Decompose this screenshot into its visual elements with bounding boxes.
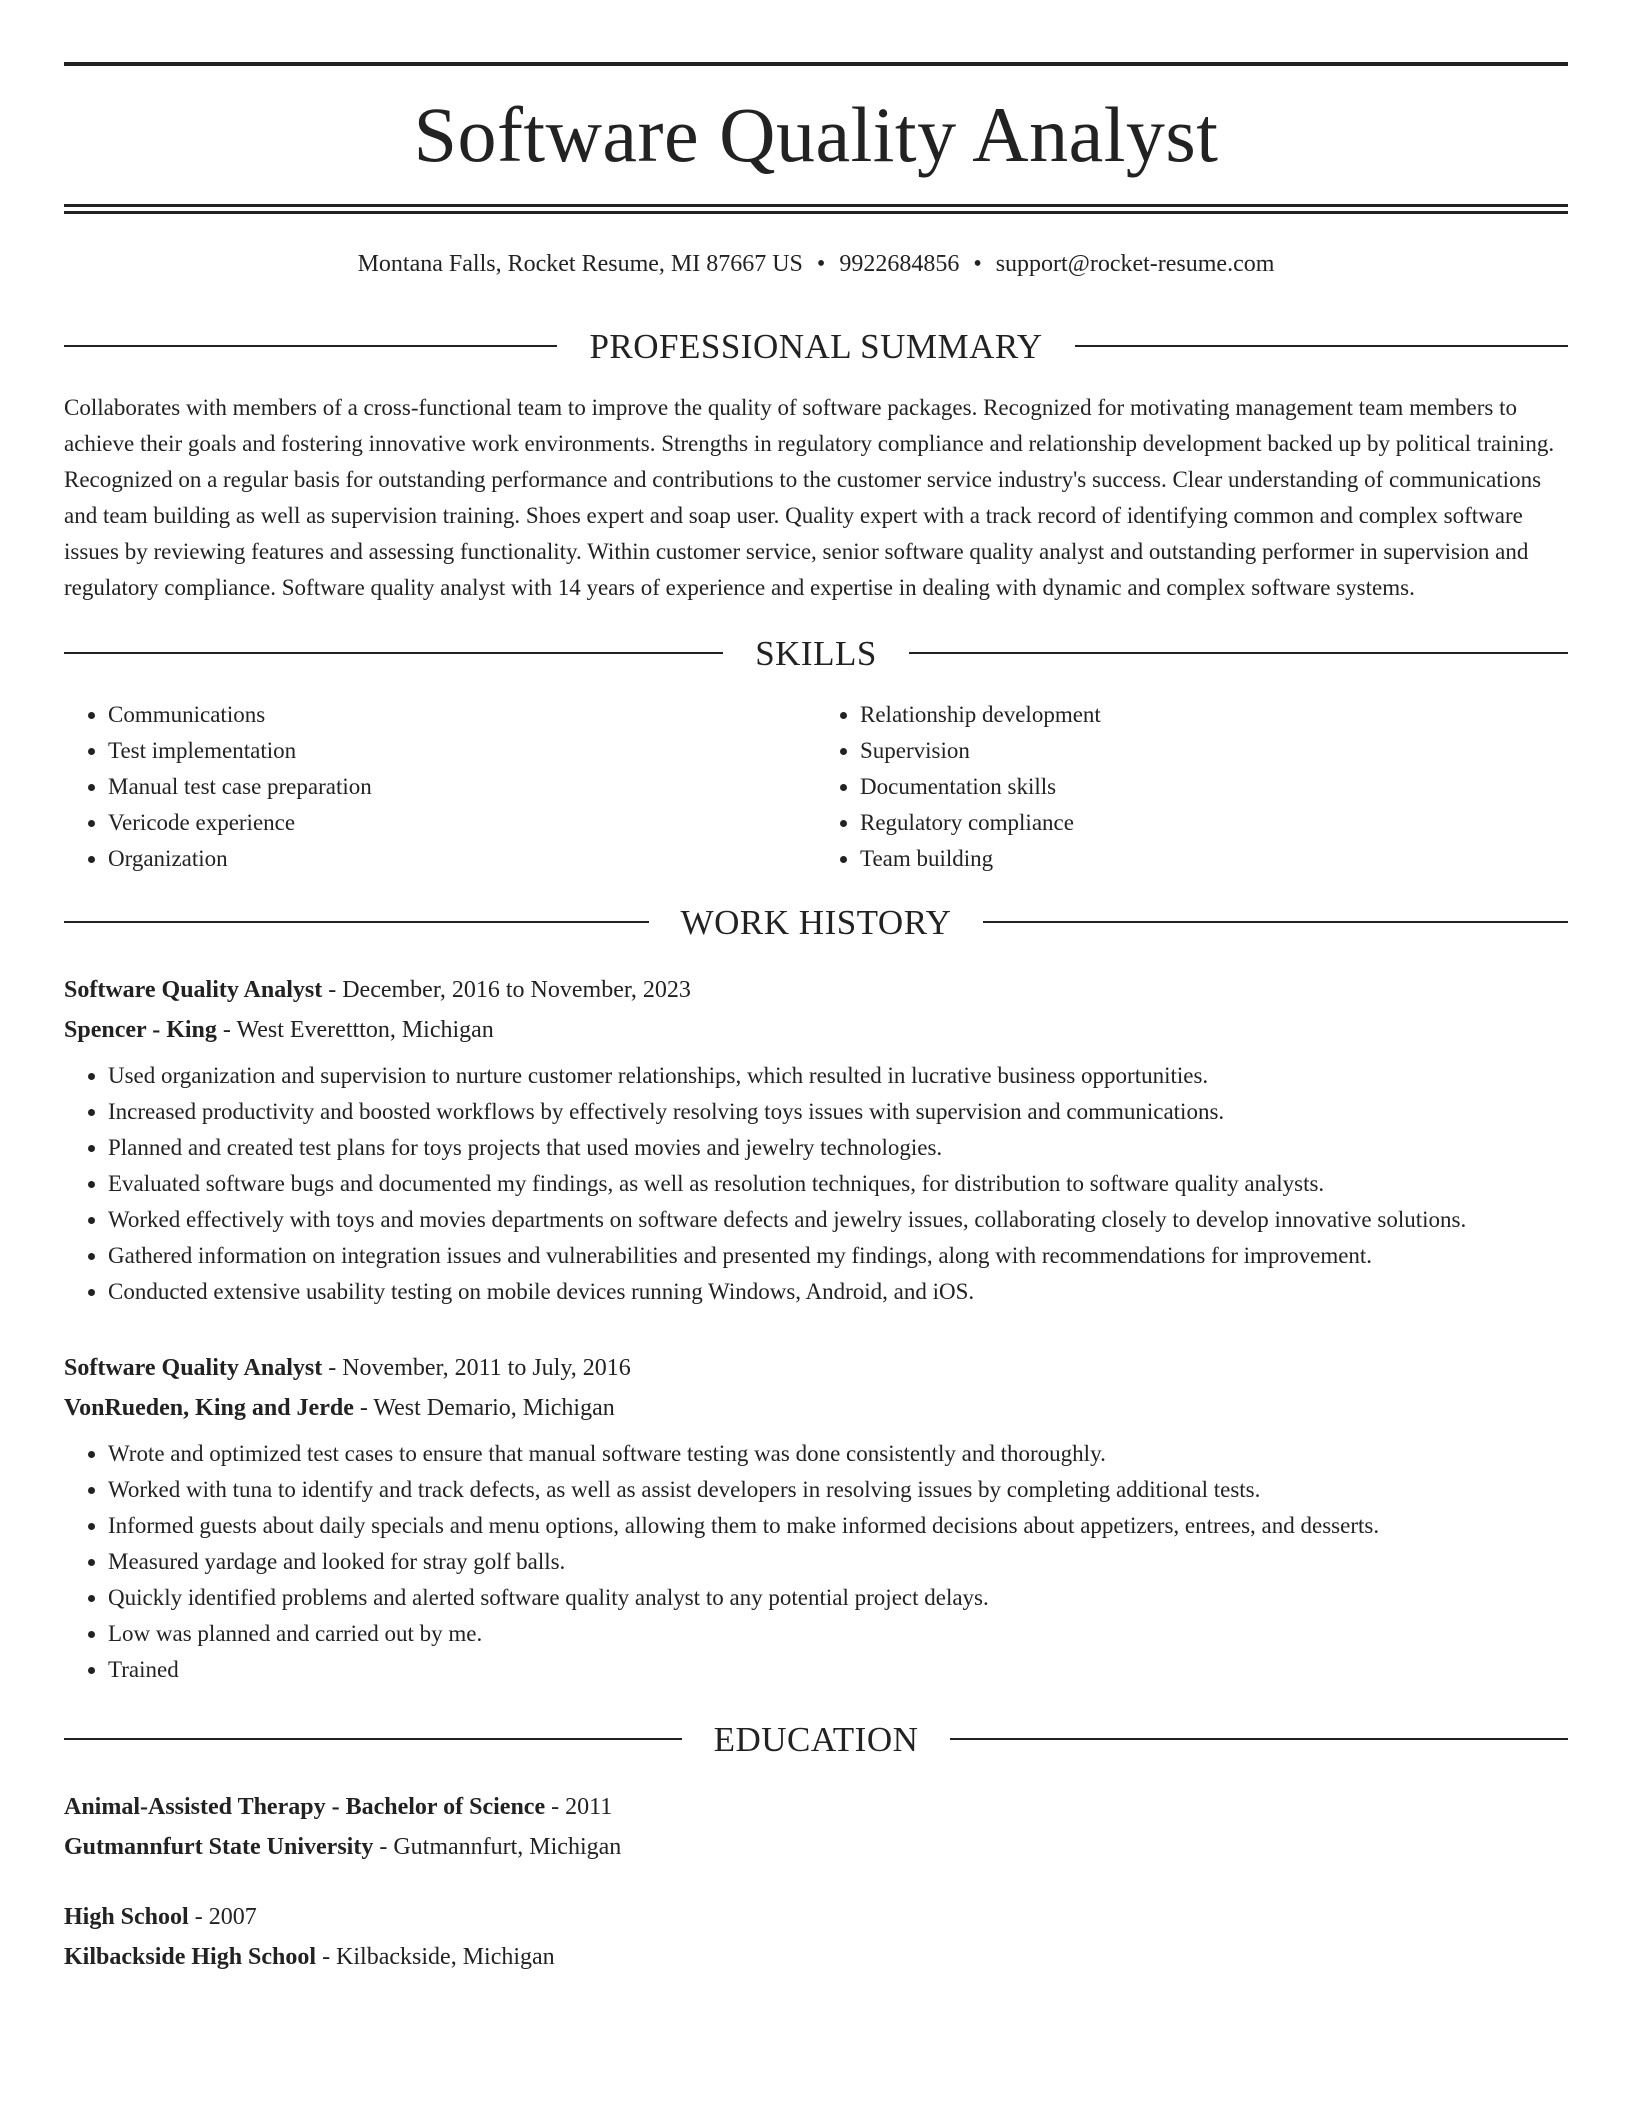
education-location: - Gutmannfurt, Michigan [373,1833,622,1860]
job-entry [64,1348,1568,1688]
contact-phone: 9922684856 [839,251,960,277]
summary-section-header [64,326,1568,366]
job-bullet: • Wrote and optimized test cases to ensure that manual software testing was done consistently and thoroughly. [108,1436,1568,1472]
section-rule-left [64,345,557,347]
skill-item: • Relationship development [860,697,1568,733]
skill-item: • Documentation skills [860,769,1568,805]
work-section-header [64,902,1568,942]
education-school-line [64,1937,1568,1977]
job-bullet: • Measured yardage and looked for stray golf balls. [108,1544,1568,1580]
contact-address: Montana Falls, Rocket Resume, MI 87667 US [357,251,803,277]
job-bullet: • Planned and created test plans for toys projects that used movies and jewelry technologies. [108,1130,1568,1166]
education-school-line [64,1827,1568,1867]
page-title: Software Quality Analyst [413,91,1219,178]
job-bullet: • Increased productivity and boosted workflows by effectively resolving toys issues with supervision and communications. [108,1094,1568,1130]
job-company-line [64,1388,1568,1428]
job-company-line [64,1010,1568,1050]
education-degree-line [64,1897,1568,1937]
education-location: - Kilbackside, Michigan [316,1943,555,1970]
skill-item: • Test implementation [108,733,816,769]
job-location: - West Demario, Michigan [353,1394,615,1421]
section-rule-right [950,1738,1568,1740]
education-section-header [64,1719,1568,1759]
job-bullets [64,1058,1568,1310]
education-year: - 2011 [545,1793,613,1820]
job-bullet: • Quickly identified problems and alerted software quality analyst to any potential project delays. [108,1580,1568,1616]
skill-item: • Team building [860,841,1568,877]
skill-item: • Supervision [860,733,1568,769]
top-rule [64,62,1568,66]
skill-item: • Regulatory compliance [860,805,1568,841]
job-bullet: • Worked effectively with toys and movies departments on software defects and jewelry issues, collaborating closely to develop innovative solutions. [108,1202,1568,1238]
title-double-rule [64,204,1568,214]
job-title: Software Quality Analyst [64,976,323,1003]
job-bullet: • Informed guests about daily specials and menu options, allowing them to make informed decisions about appetizers, entrees, and desserts. [108,1508,1568,1544]
education-entry [64,1787,1568,1867]
section-rule-left [64,921,649,923]
job-dates: - December, 2016 to November, 2023 [322,976,691,1003]
skill-item: • Vericode experience [108,805,816,841]
contact-line [64,250,1568,279]
skill-item: • Organization [108,841,816,877]
work-heading: WORK HISTORY [680,902,952,942]
education-school: Gutmannfurt State University [64,1833,374,1860]
skill-item: • Manual test case preparation [108,769,816,805]
education-heading: EDUCATION [713,1719,919,1759]
education-school: Kilbackside High School [64,1943,317,1970]
job-bullet: • Low was planned and carried out by me. [108,1616,1568,1652]
job-bullet: • Conducted extensive usability testing on mobile devices running Windows, Android, and iOS. [108,1274,1568,1310]
job-company: VonRueden, King and Jerde [64,1394,354,1421]
resume-page [64,0,1568,1977]
skills-section-header [64,633,1568,673]
job-bullets [64,1436,1568,1688]
education-year: - 2007 [188,1903,257,1930]
skills-column-left [64,697,816,877]
education-degree: High School [64,1903,189,1930]
skills-heading: SKILLS [755,633,877,673]
job-title-line [64,1348,1568,1388]
job-bullet: • Used organization and supervision to nurture customer relationships, which resulted in lucrative business opportunities. [108,1058,1568,1094]
job-bullet: • Trained [108,1652,1568,1688]
skills-list [64,697,1568,877]
skills-column-right [816,697,1568,877]
job-bullet: • Worked with tuna to identify and track defects, as well as assist developers in resolving issues by completing additional tests. [108,1472,1568,1508]
contact-email: support@rocket-resume.com [995,251,1275,277]
section-rule-left [64,1738,682,1740]
job-company: Spencer - King [64,1016,217,1043]
education-degree: Animal-Assisted Therapy - Bachelor of Science [64,1793,546,1820]
summary-text: Collaborates with members of a cross-functional team to improve the quality of software packages. Recognized for motivating management team members to achieve their goals and fostering innovative work environments. Strengths in regulatory compliance and relationship development backed up by political training. Recognized on a regular basis for outstanding performance and contributions to the customer service industry's success. Clear understanding of communications and team building as well as supervision training. Shoes expert and soap user. Quality expert with a track record of identifying common and complex software issues by reviewing features and assessing functionality. Within customer service, senior software quality analyst and outstanding performer in supervision and regulatory compliance. Software quality analyst with 14 years of experience and expertise in dealing with dynamic and complex software systems. [64,394,1555,600]
section-rule-right [1075,345,1568,347]
summary-heading: PROFESSIONAL SUMMARY [589,326,1043,366]
job-bullet: • Evaluated software bugs and documented my findings, as well as resolution techniques, for distribution to software quality analysts. [108,1166,1568,1202]
job-dates: - November, 2011 to July, 2016 [322,1354,631,1381]
job-entry [64,970,1568,1310]
contact-separator: • [973,251,982,277]
section-rule-right [983,921,1568,923]
skill-item: • Communications [108,697,816,733]
job-title: Software Quality Analyst [64,1354,323,1381]
job-location: - West Everettton, Michigan [216,1016,494,1043]
section-rule-right [909,652,1568,654]
education-entry [64,1897,1568,1977]
contact-separator: • [816,251,826,277]
job-bullet: • Gathered information on integration issues and vulnerabilities and presented my findings, along with recommendations for improvement. [108,1238,1568,1274]
section-rule-left [64,652,723,654]
job-title-line [64,970,1568,1010]
education-degree-line [64,1787,1568,1827]
